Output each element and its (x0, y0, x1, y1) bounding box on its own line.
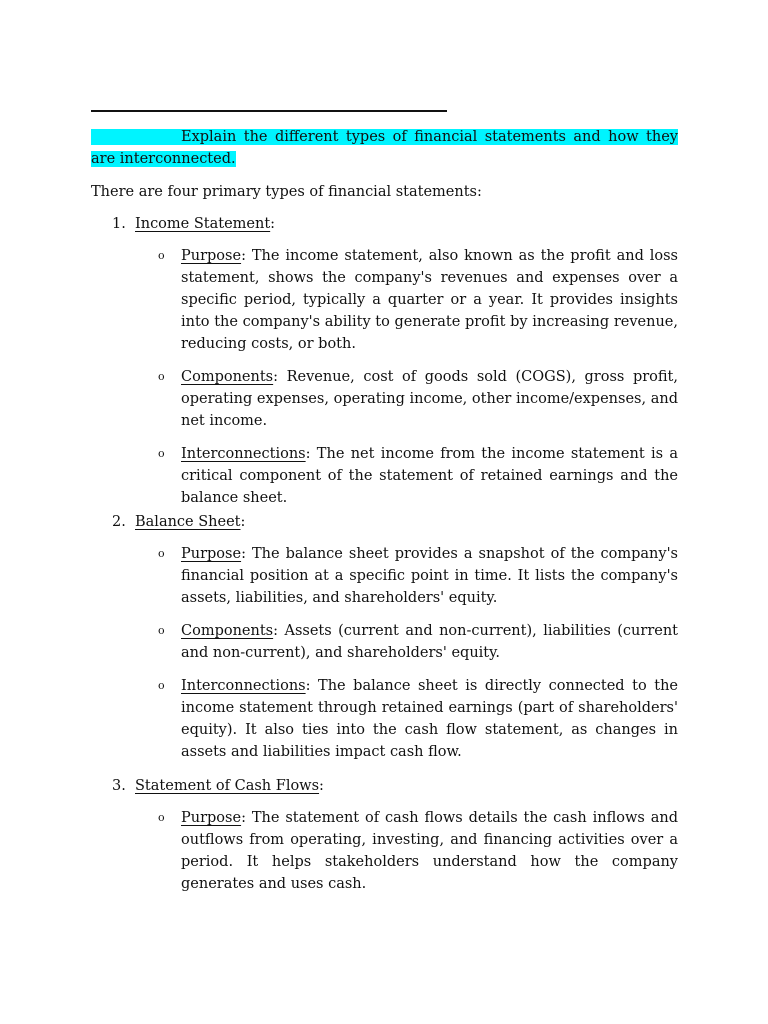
bullet-text: : The balance sheet provides a snapshot of the company's financial position at a specific point in time. It lists the company's assets, liabilities, and shareholders' equity. (181, 546, 678, 606)
bullet-list (91, 807, 678, 895)
section-title: Statement of Cash Flows (135, 778, 320, 794)
section-balance-sheet (91, 511, 678, 775)
bullet-circle-icon: o (158, 679, 165, 692)
bullet-label: Purpose (181, 248, 242, 264)
section-title: Income Statement (135, 216, 271, 232)
bullet-label: Interconnections (181, 446, 306, 462)
section-title: Balance Sheet (135, 514, 241, 530)
list-item (91, 245, 678, 355)
bullet-circle-icon: o (158, 547, 165, 560)
bullet-list (91, 543, 678, 763)
section-colon: : (240, 514, 246, 530)
sections-list (91, 213, 678, 906)
bullet-text: : The statement of cash flows details the cash inflows and outflows from operating, investing, and financing activities over a period. It helps stakeholders understand how the company generates and uses cash. (181, 810, 678, 892)
section-number: 3. (112, 778, 126, 794)
bullet-label: Components (181, 623, 274, 639)
bullet-text: : Assets (current and non-current), liabilities (current and non-current), and shareholders' equity. (181, 623, 678, 661)
section-number: 2. (112, 514, 126, 530)
section-colon: : (270, 216, 276, 232)
bullet-circle-icon: o (158, 811, 165, 824)
list-item (91, 443, 678, 509)
bullet-circle-icon: o (158, 370, 165, 383)
bullet-list (91, 245, 678, 509)
bullet-circle-icon: o (158, 249, 165, 262)
bullet-text: : The balance sheet is directly connected to the income statement through retained earnings (part of shareholders' equity). It also ties into the cash flow statement, as changes in assets and liabilities impact cash flow. (181, 678, 678, 760)
list-item (91, 620, 678, 664)
question-heading (91, 126, 678, 170)
bullet-circle-icon: o (158, 624, 165, 637)
list-item (91, 366, 678, 432)
intro-paragraph: There are four primary types of financial statements: (91, 184, 482, 200)
list-item (91, 807, 678, 895)
list-item (91, 675, 678, 763)
section-heading (91, 511, 678, 533)
bullet-label: Components (181, 369, 274, 385)
question-highlight (91, 129, 678, 167)
bullet-label: Purpose (181, 810, 242, 826)
section-number: 1. (112, 216, 126, 232)
section-colon: : (319, 778, 324, 794)
section-heading (91, 775, 678, 797)
list-item (91, 543, 678, 609)
bullet-circle-icon: o (158, 447, 165, 460)
bullet-label: Interconnections (181, 678, 306, 694)
bullet-text: : The net income from the income statement is a critical component of the statement of retained earnings and the balance sheet. (181, 446, 678, 506)
horizontal-rule (91, 110, 447, 112)
section-income-statement (91, 213, 678, 511)
section-cash-flows (91, 775, 678, 895)
question-text: Explain the different types of financial statements and how they are interconnected. (91, 129, 678, 167)
bullet-text: : The income statement, also known as the profit and loss statement, shows the company's revenues and expenses over a specific period, typically a quarter or a year. It provides insights into the company's ability to generate profit by increasing revenue, reducing costs, or both. (181, 248, 678, 352)
section-heading (91, 213, 678, 235)
bullet-label: Purpose (181, 546, 242, 562)
bullet-text: : Revenue, cost of goods sold (COGS), gross profit, operating expenses, operating income, other income/expenses, and net income. (181, 369, 678, 429)
